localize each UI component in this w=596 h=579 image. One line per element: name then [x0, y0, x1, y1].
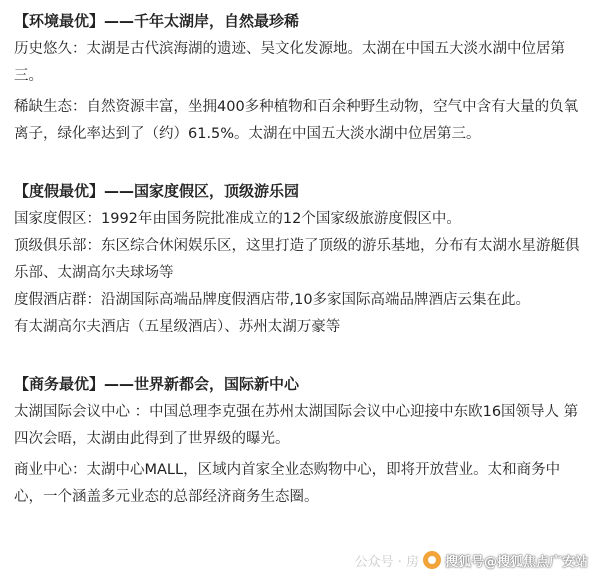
paragraph-commercial-center: 商业中心：太湖中心MALL，区域内首家全业态购物中心，即将开放营业。太和商务中心，一个涵盖多元业态的总部经济商务生态圈。 [14, 462, 561, 505]
paragraph-national-resort: 国家度假区：1992年由国务院批准成立的12个国家级旅游度假区中。 [14, 211, 461, 227]
watermark [353, 549, 588, 571]
article-body [14, 6, 586, 511]
paragraph-hotel-group: 度假酒店群：沿湖国际高端品牌度假酒店带,10多家国际高端品牌酒店云集在此。 [14, 292, 531, 308]
section-heading-environment: 【环境最优】——千年太湖岸，自然最珍稀 [14, 12, 300, 30]
paragraph-ecology: 稀缺生态：自然资源丰富，坐拥400多种植物和百余种野生动物，空气中含有大量的负氧离子，绿化率达到了（约）61.5%。太湖在中国五大淡水湖中位居第三。 [14, 99, 579, 142]
paragraph-hotel-examples: 有太湖高尔夫酒店（五星级酒店）、苏州太湖万豪等 [14, 319, 341, 335]
paragraph-history: 历史悠久：太湖是古代滨海湖的遗迹、吴文化发源地。太湖在中国五大淡水湖中位居第三。 [14, 41, 565, 84]
watermark-faded-text: 公众号 · 房 [354, 554, 419, 570]
section-heading-business: 【商务最优】——世界新都会，国际新中心 [14, 375, 300, 393]
paragraph-conference-center: 太湖国际会议中心 ：中国总理李克强在苏州太湖国际会议中心迎接中东欧16国领导人 第四次会晤，太湖由此得到了世界级的曝光。 [14, 404, 579, 447]
watermark-text: 搜狐号@搜狐焦点广安站 [444, 554, 588, 570]
paragraph-top-clubs: 顶级俱乐部：东区综合休闲娱乐区，这里打造了顶级的游乐基地，分布有太湖水星游艇俱乐部、太湖高尔夫球场等 [14, 238, 580, 281]
section-heading-vacation: 【度假最优】——国家度假区，顶级游乐园 [14, 182, 300, 200]
sohu-logo-icon [423, 551, 441, 569]
